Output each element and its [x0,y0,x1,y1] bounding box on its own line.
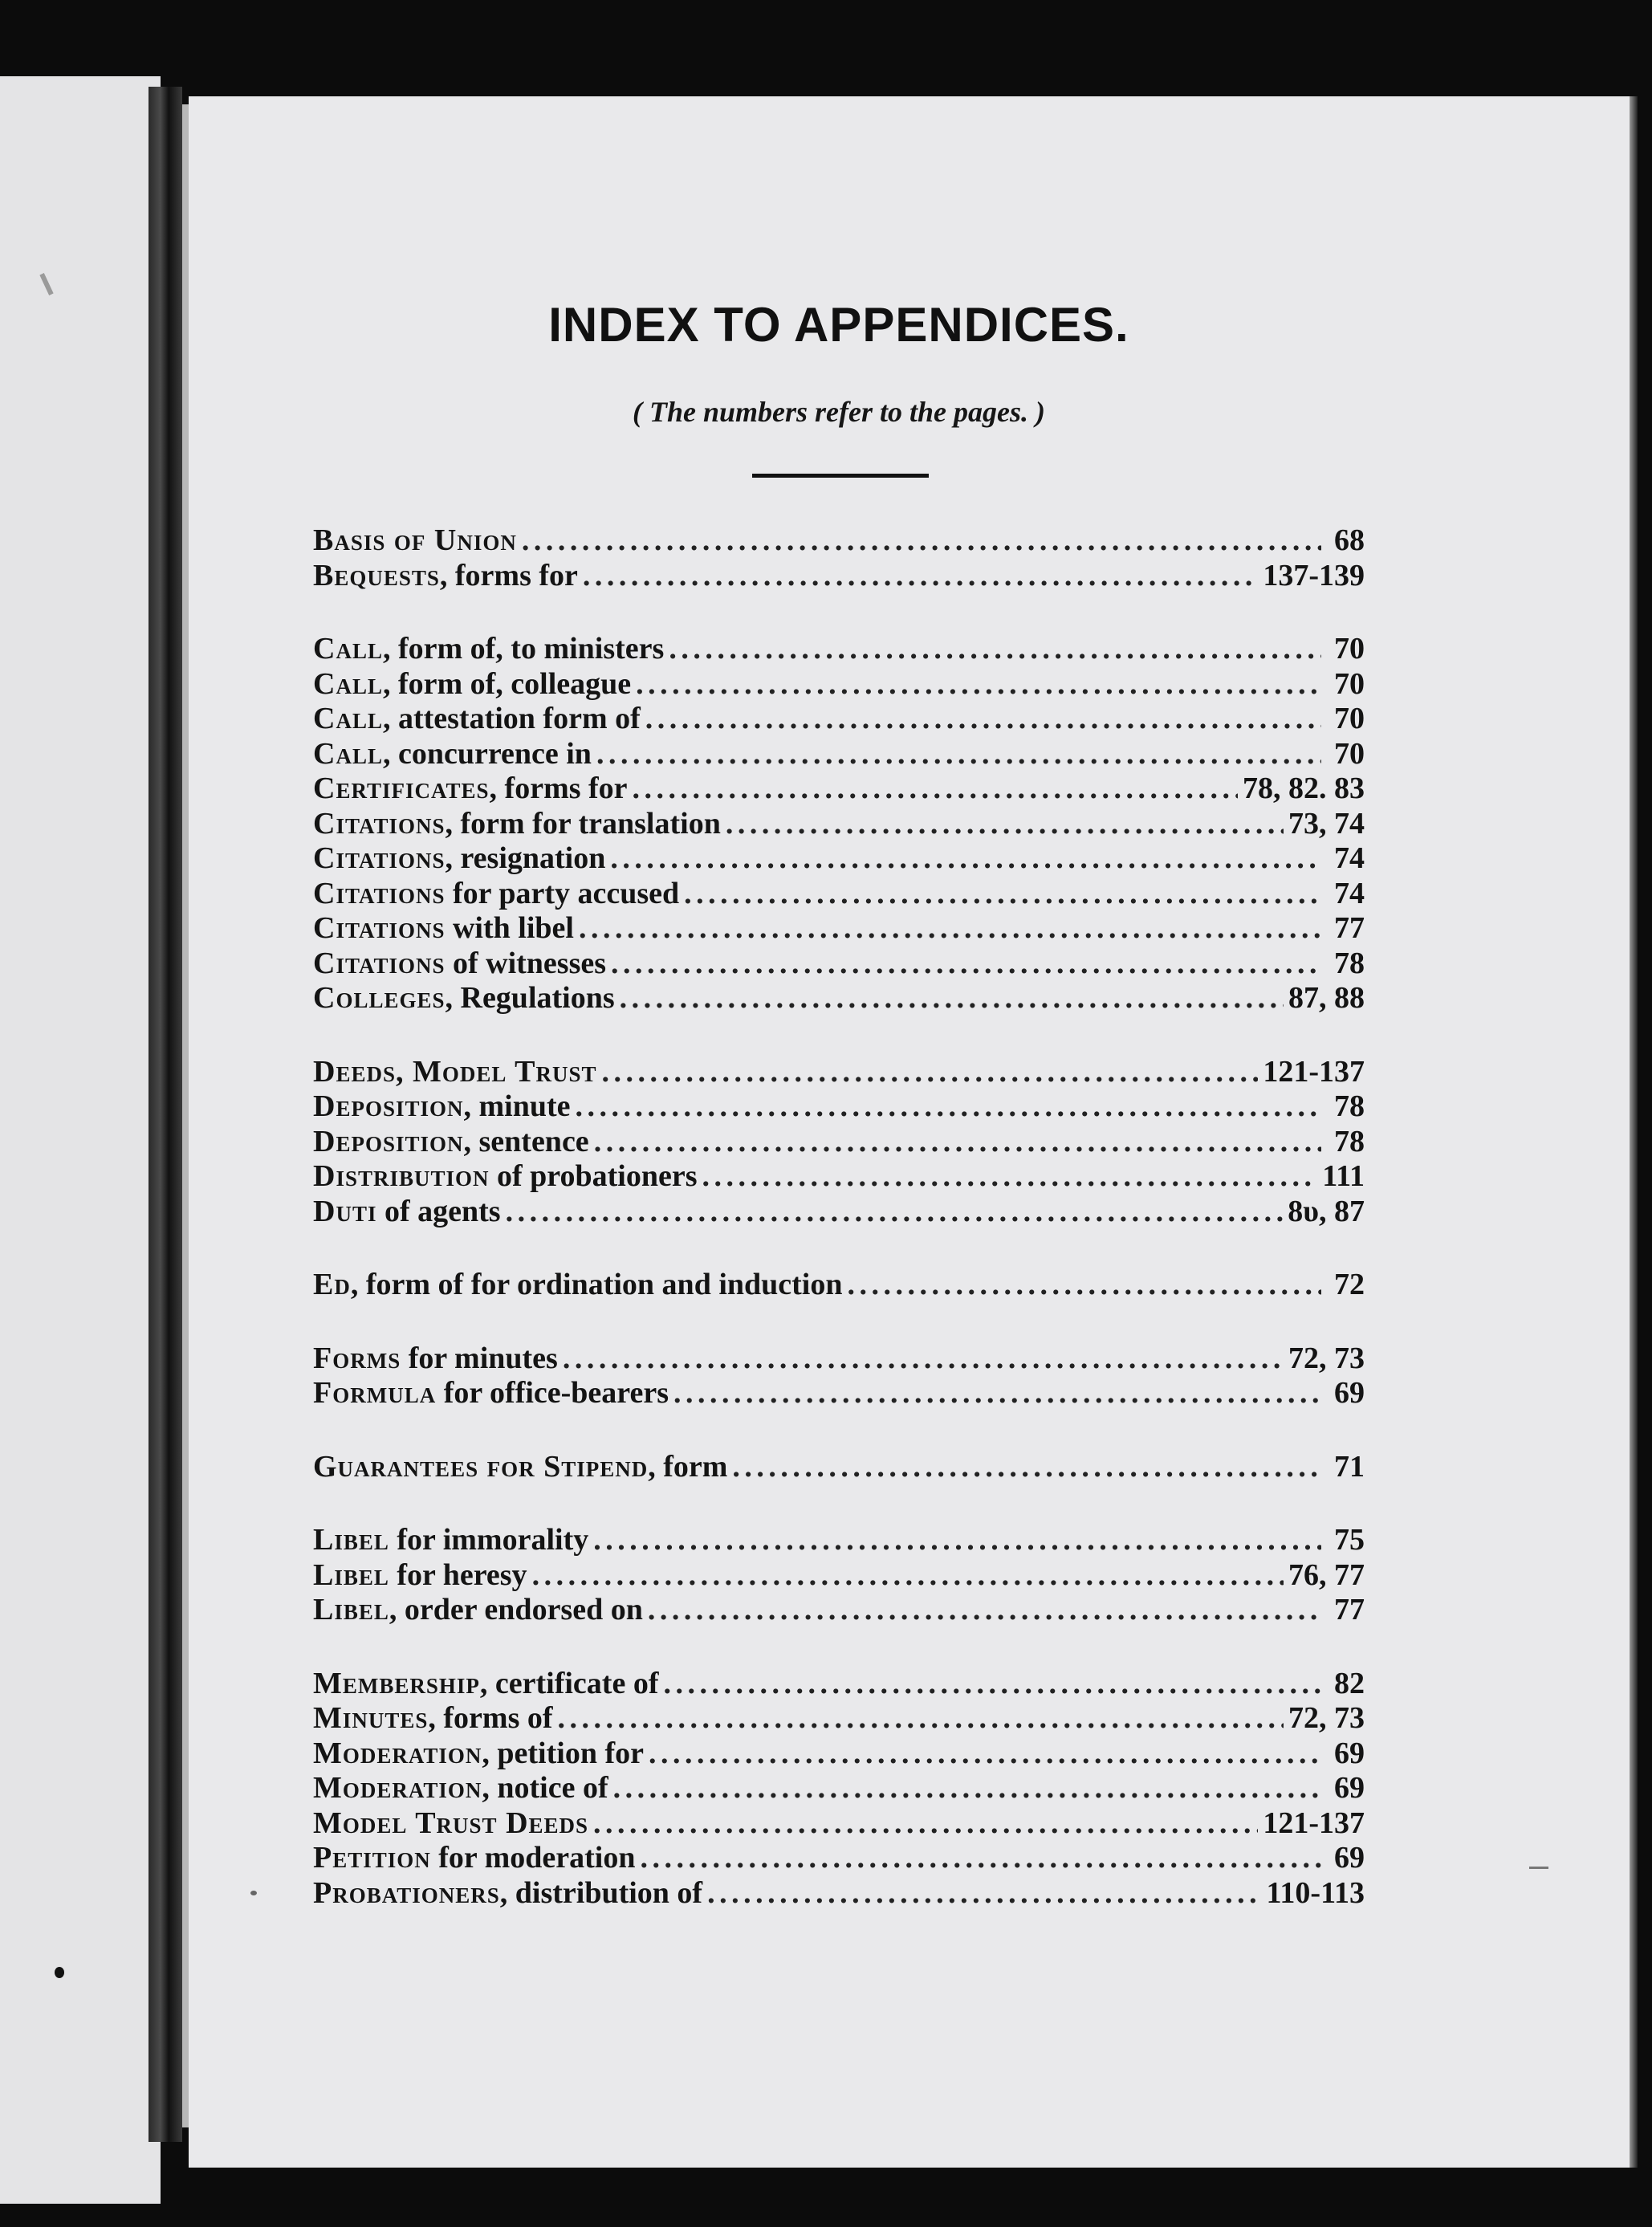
page-reference: 82 [1334,1666,1365,1700]
dot-leader [732,1450,1321,1485]
book-gutter [149,87,182,2142]
dot-leader [579,911,1321,947]
entry-heading: Ed [313,1268,351,1301]
index-group [313,1523,1365,1628]
entry-heading: Citations [313,806,446,841]
entry-heading: Call [313,666,383,701]
index-list [313,523,1365,1949]
page-title: INDEX TO APPENDICES. [548,298,1129,352]
page-reference: 71 [1334,1449,1365,1484]
entry-label [313,737,592,772]
entry-heading: Bequests [313,558,440,592]
entry-label [313,911,574,947]
page-reference: 110-113 [1266,1875,1365,1910]
entry-label [313,1195,501,1230]
index-entry [313,559,1365,594]
entry-label [313,1341,558,1377]
entry-label [313,772,628,807]
entry-label [313,1771,608,1806]
index-entry [313,807,1365,842]
entry-heading: Citations [313,876,446,910]
entry-label [313,1089,571,1125]
entry-label [313,1376,669,1411]
entry-text: for immorality [389,1523,589,1557]
entry-text: , resignation [445,841,606,875]
index-entry [313,1558,1365,1594]
entry-text: for heresy [389,1557,527,1592]
entry-heading: Citations [313,911,446,945]
page-reference: 76, 77 [1288,1557,1365,1592]
entry-label [313,702,641,737]
dot-leader [648,1593,1321,1628]
page-reference: 72, 73 [1288,1701,1365,1735]
entry-heading: Call [313,736,383,771]
facing-page [0,76,161,2204]
entry-heading: Basis of Union [313,523,517,557]
entry-label [313,841,605,877]
page-reference: 70 [1334,666,1365,701]
dot-leader [726,807,1284,842]
index-group [313,523,1365,593]
page-reference: 137-139 [1263,558,1365,592]
page-reference: 77 [1334,911,1365,945]
entry-heading: Certificates [313,772,490,805]
entry-label [313,1125,589,1160]
entry-heading: Libel [313,1523,389,1557]
entry-text: , form for translation [445,806,721,841]
entry-text: for party accused [445,876,680,910]
index-entry [313,667,1365,702]
index-entry [313,1341,1365,1377]
entry-text: with libel [445,911,574,945]
entry-label [313,1841,635,1876]
entry-label [313,523,517,559]
entry-heading: Distribution [313,1159,490,1193]
entry-text: of agents [376,1194,501,1228]
dot-leader [669,632,1321,667]
index-entry [313,1876,1365,1911]
index-entry [313,1125,1365,1160]
entry-text: , form [648,1449,728,1484]
page-reference: 68 [1334,523,1365,557]
entry-label [313,1159,697,1195]
entry-text: , form of, to ministers [382,632,665,666]
dot-leader [506,1195,1284,1230]
entry-text: , form of, colleague [382,666,632,701]
index-entry [313,632,1365,667]
index-entry [313,947,1365,982]
index-entry [313,523,1365,559]
entry-heading: Call [313,702,383,735]
index-entry [313,1736,1365,1772]
entry-label [313,559,578,594]
entry-heading: Forms [313,1341,401,1375]
index-entry [313,911,1365,947]
page-reference: 77 [1334,1593,1365,1626]
entry-heading: Membership [313,1666,480,1700]
index-group [313,632,1365,1016]
entry-heading: Libel [313,1557,389,1592]
entry-text: for minutes [401,1341,558,1375]
page-reference: 78, 82. 83 [1243,772,1365,805]
entry-label [313,632,664,667]
page-reference: 69 [1334,1736,1365,1770]
entry-text: , Regulations [445,981,615,1015]
entry-text: of probationers [489,1159,698,1193]
dot-leader [620,981,1284,1016]
index-entry [313,1806,1365,1842]
entry-text: , notice of [482,1771,608,1805]
entry-label [313,1268,843,1303]
index-group [313,1341,1365,1411]
dot-leader [522,523,1321,559]
entry-heading: Call [313,632,383,666]
entry-label [313,667,631,702]
page-reference: 70 [1334,702,1365,735]
dot-leader [596,737,1321,772]
entry-text: , forms of [428,1701,553,1735]
index-entry [313,1523,1365,1558]
page-reference: 70 [1334,736,1365,771]
page-reference: 69 [1334,1376,1365,1410]
page-reference: 72 [1334,1268,1365,1301]
entry-text: , certificate of [479,1666,659,1700]
entry-heading: Citations [313,841,446,875]
entry-label [313,807,721,842]
entry-heading: Citations [313,946,446,980]
index-entry [313,981,1365,1016]
dot-leader [563,1341,1284,1377]
entry-heading: Guarantees for Stipend [313,1449,649,1484]
page-reference: 70 [1334,632,1365,666]
dot-leader [613,1771,1321,1806]
index-entry [313,772,1365,807]
entry-heading: Deposition [313,1124,464,1158]
entry-heading: Deeds, Model Trust [313,1054,597,1089]
entry-text: , form of for ordination and induction [350,1268,843,1301]
page-reference: 87, 88 [1288,981,1365,1015]
dot-leader [532,1558,1284,1594]
dot-leader [558,1701,1284,1736]
entry-label [313,1876,702,1911]
entry-heading: Moderation [313,1736,482,1770]
dot-leader [702,1159,1317,1195]
entry-text: , minute [463,1089,571,1123]
entry-heading: Petition [313,1841,431,1875]
index-entry [313,1195,1365,1230]
dot-leader [602,1055,1259,1090]
page-reference: 78 [1334,1124,1365,1158]
index-group [313,1268,1365,1303]
entry-text: for office-bearers [436,1376,669,1410]
index-entry [313,737,1365,772]
dot-leader [848,1268,1322,1303]
entry-text: , forms for [439,558,578,592]
page-reference: 69 [1334,1771,1365,1805]
entry-heading: Colleges [313,981,446,1015]
index-entry [313,1841,1365,1876]
entry-text: of witnesses [445,946,607,980]
index-entry [313,1376,1365,1411]
page-reference: 69 [1334,1841,1365,1875]
dot-leader [636,667,1321,702]
index-entry [313,1450,1365,1485]
page-mark [55,1967,64,1978]
page-reference: 74 [1334,841,1365,875]
entry-label [313,1701,553,1736]
entry-text: , petition for [482,1736,644,1770]
entry-label [313,877,679,912]
page-subtitle: ( The numbers refer to the pages. ) [633,396,1045,428]
entry-heading: Duti [313,1194,377,1228]
dot-leader [611,947,1321,982]
page-reference: 111 [1322,1159,1365,1193]
entry-text: , attestation form of [382,702,641,735]
page-reference: 78 [1334,946,1365,980]
index-entry [313,1667,1365,1702]
page-reference: 72, 73 [1288,1341,1365,1375]
page-mark [250,1891,257,1895]
index-group [313,1055,1365,1230]
dot-leader [576,1089,1322,1125]
entry-label [313,1450,727,1485]
index-entry [313,1268,1365,1303]
index-entry [313,1055,1365,1090]
index-entry [313,702,1365,737]
entry-heading: Moderation [313,1771,482,1805]
entry-text: , order endorsed on [389,1593,643,1626]
index-group [313,1667,1365,1911]
page-reference: 121-137 [1263,1054,1365,1089]
entry-label [313,1806,588,1842]
dot-leader [583,559,1258,594]
dot-leader [640,1841,1321,1876]
dot-leader [707,1876,1261,1911]
entry-text: for moderation [430,1841,636,1875]
entry-heading: Minutes [313,1701,429,1735]
dot-leader [673,1376,1321,1411]
index-entry [313,1593,1365,1628]
page-edge [1630,96,1638,2168]
index-entry [313,1701,1365,1736]
index-entry [313,1159,1365,1195]
index-entry [313,1771,1365,1806]
entry-text: , sentence [463,1124,589,1158]
entry-heading: Probationers [313,1875,500,1910]
page-mark [39,273,53,295]
title-rule [752,474,929,478]
page-reference: 74 [1334,876,1365,910]
dot-leader [593,1523,1321,1558]
page-reference: 75 [1334,1523,1365,1557]
entry-label [313,1523,588,1558]
dot-leader [594,1125,1321,1160]
entry-label [313,1055,597,1090]
entry-label [313,1593,643,1628]
index-entry [313,841,1365,877]
dot-leader [610,841,1321,877]
entry-label [313,1736,644,1772]
entry-text: , forms for [489,772,628,805]
index-group [313,1450,1365,1485]
page-reference: 121-137 [1263,1806,1365,1840]
entry-heading: Model Trust Deeds [313,1806,589,1840]
page-edge [182,104,189,2127]
entry-label [313,1667,658,1702]
entry-text: , concurrence in [382,736,592,771]
dot-leader [649,1736,1321,1772]
page-mark [1529,1867,1548,1869]
entry-label [313,1558,527,1594]
entry-heading: Deposition [313,1089,464,1123]
dot-leader [633,772,1238,807]
entry-heading: Formula [313,1376,437,1410]
dot-leader [684,877,1321,912]
dot-leader [593,1806,1258,1842]
index-entry [313,1089,1365,1125]
page-reference: 73, 74 [1288,806,1365,841]
entry-text: , distribution of [499,1875,703,1910]
dot-leader [663,1667,1321,1702]
entry-heading: Libel [313,1593,389,1626]
entry-label [313,947,606,982]
page-reference: 78 [1334,1089,1365,1123]
page-reference: 8υ, 87 [1288,1194,1365,1228]
index-entry [313,877,1365,912]
entry-label [313,981,615,1016]
dot-leader [645,702,1321,737]
